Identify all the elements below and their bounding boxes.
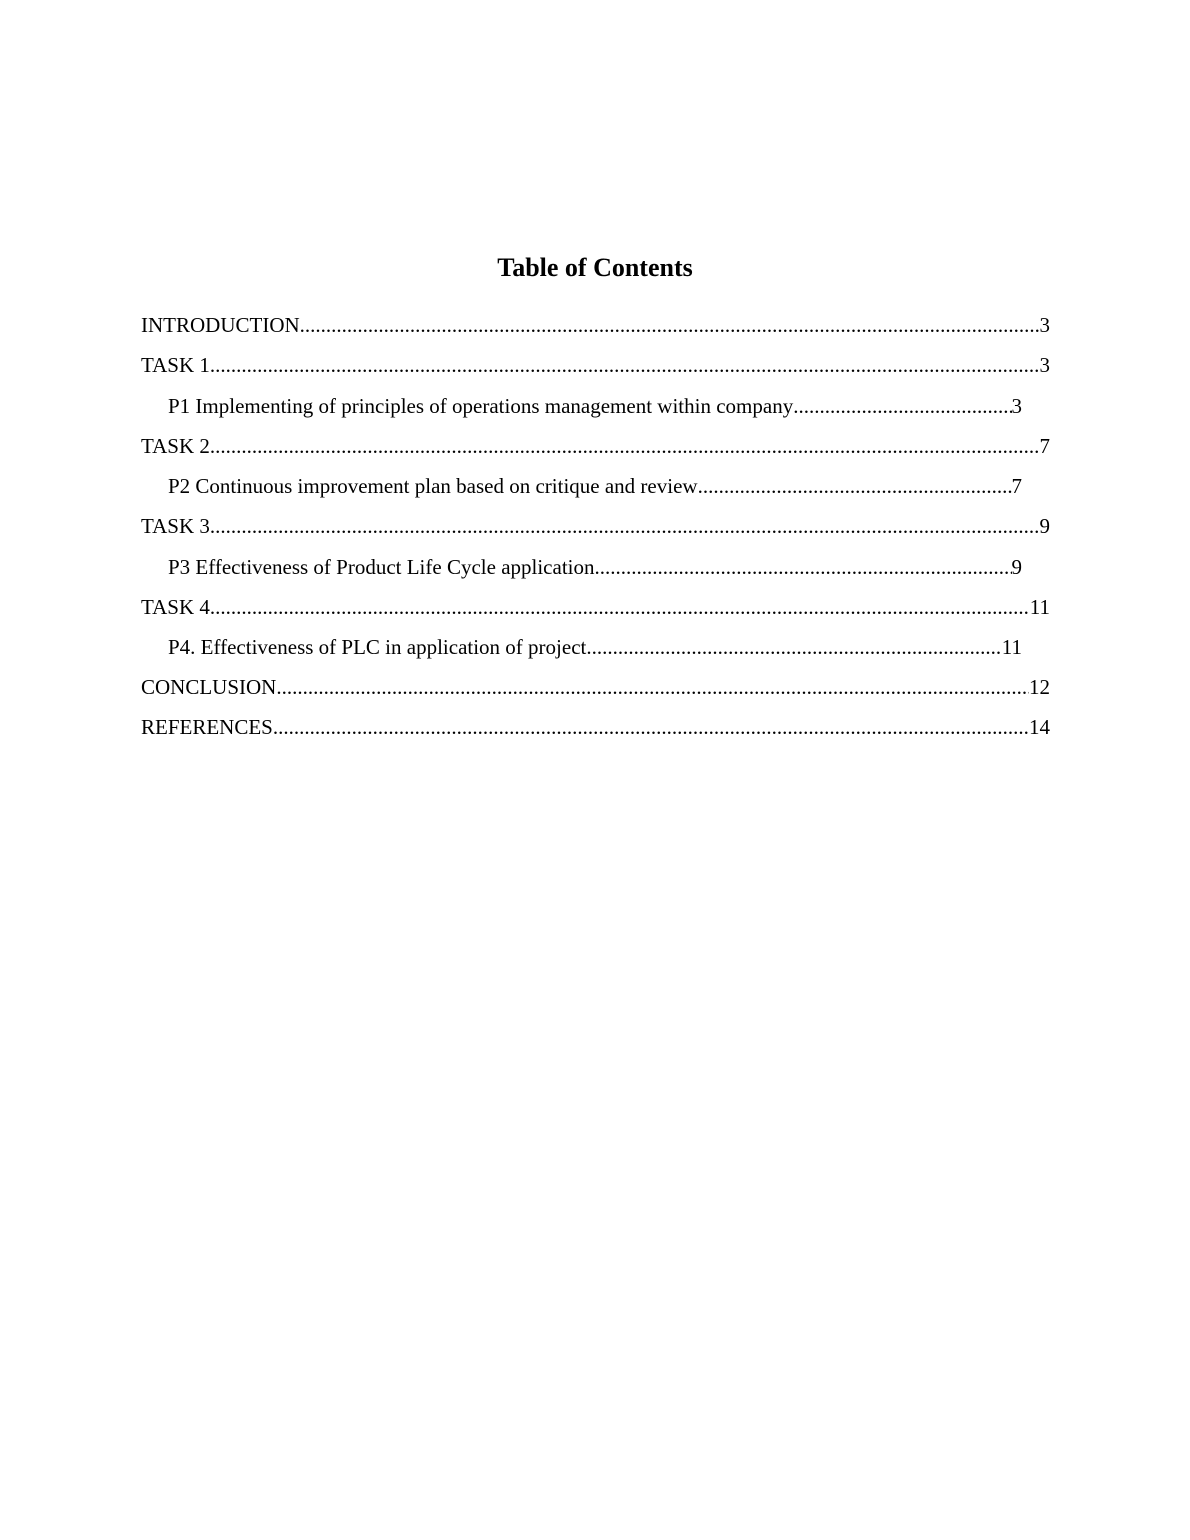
toc-entry-label: TASK 4 [141,595,210,619]
toc-page-number: 7 [1011,474,1022,498]
toc-entry-label: P2 Continuous improvement plan based on critique and review [168,474,698,498]
dot-leader [595,554,1012,580]
toc-entry-label: CONCLUSION [141,675,277,699]
toc-page-number: 9 [1039,514,1050,538]
toc-page-number: 9 [1011,555,1022,579]
dot-leader [210,594,1030,620]
toc-entry-label: INTRODUCTION [141,313,300,337]
toc-entry-label: TASK 2 [141,434,210,458]
dot-leader [276,674,1029,700]
toc-entry-label: P4. Effectiveness of PLC in application of project [168,635,587,659]
toc-page-number: 3 [1039,353,1050,377]
toc-entry-introduction[interactable] [141,312,1050,338]
toc-page-number: 12 [1029,675,1050,699]
toc-entry-label: P1 Implementing of principles of operations management within company [168,394,794,418]
toc-entry-label: TASK 1 [141,353,210,377]
toc-entry-p3[interactable] [168,554,1022,580]
toc-entry-task-4[interactable] [141,594,1050,620]
toc-entry-p2[interactable] [168,473,1022,499]
toc-entry-references[interactable] [141,714,1050,740]
toc-entry-task-3[interactable] [141,513,1050,539]
dot-leader [210,433,1040,459]
toc-page-number: 14 [1029,715,1050,739]
dot-leader [300,312,1040,338]
dot-leader [586,634,1001,660]
toc-page-number: 11 [1001,635,1022,659]
dot-leader [698,473,1012,499]
dot-leader [273,714,1029,740]
toc-entry-label: TASK 3 [141,514,210,538]
toc-entry-label: REFERENCES [141,715,273,739]
dot-leader [793,393,1011,419]
toc-entry-conclusion[interactable] [141,674,1050,700]
dot-leader [210,352,1040,378]
dot-leader [210,513,1040,539]
toc-entry-task-1[interactable] [141,352,1050,378]
toc-entry-task-2[interactable] [141,433,1050,459]
toc-entry-p1[interactable] [168,393,1022,419]
toc-page-number: 11 [1029,595,1050,619]
toc-entry-label: P3 Effectiveness of Product Life Cycle application [168,555,595,579]
toc-page-number: 3 [1011,394,1022,418]
toc-page-number: 3 [1039,313,1050,337]
toc-page-number: 7 [1039,434,1050,458]
page-title: Table of Contents [497,253,693,282]
toc-entry-p4[interactable] [168,634,1022,660]
